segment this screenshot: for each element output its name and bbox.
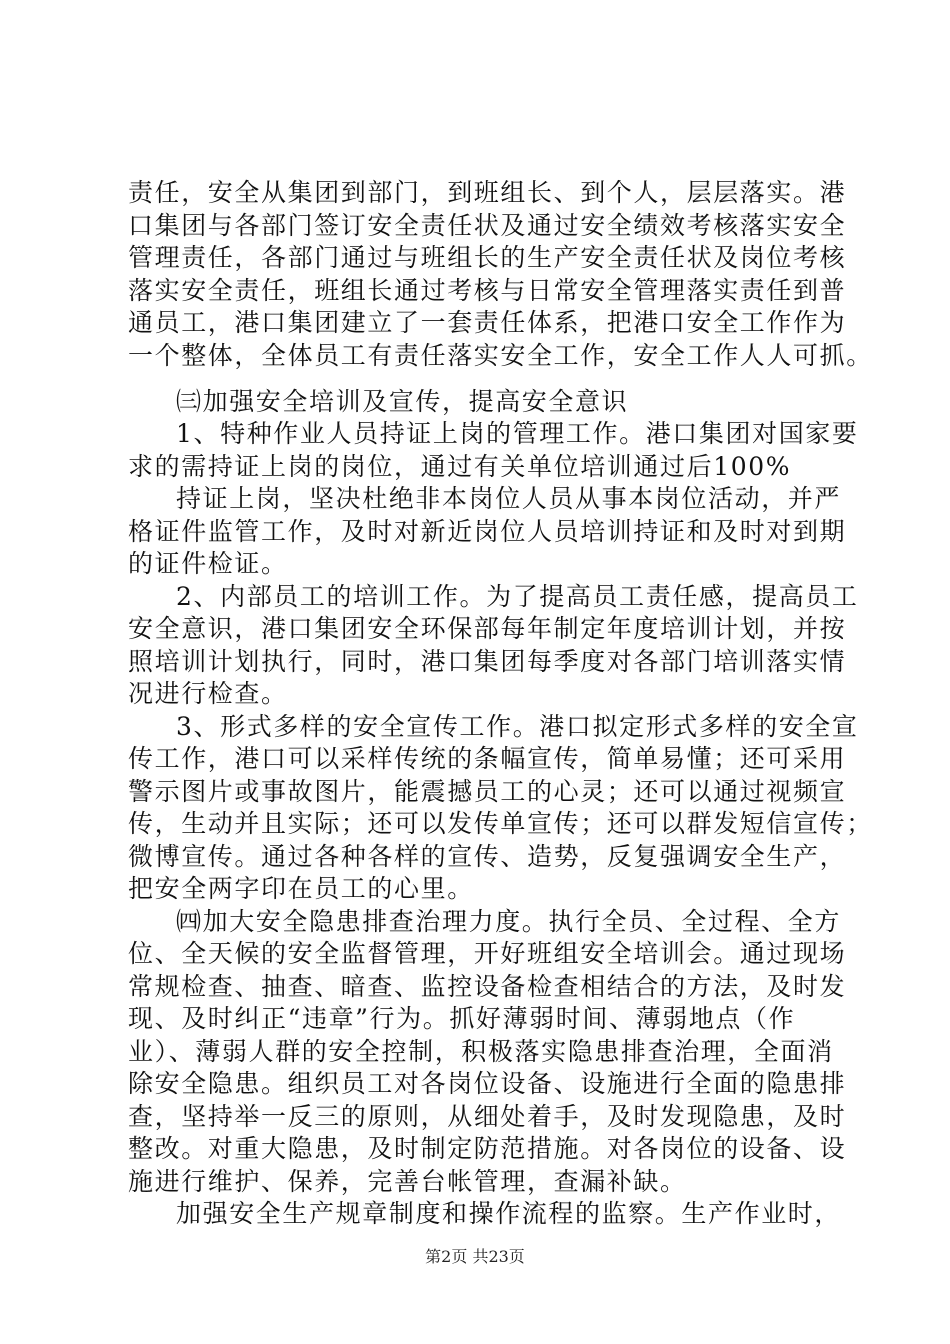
body-text-line: 现、及时纠正“违章”行为。抓好薄弱时间、薄弱地点（作 <box>128 1004 796 1033</box>
body-text-line: 格证件监管工作，及时对新近岗位人员培训持证和及时对到期 <box>128 517 847 546</box>
body-text-line: 的证件检证。 <box>128 549 288 578</box>
body-text-line: 位、全天候的安全监督管理，开好班组安全培训会。通过现场 <box>128 939 847 968</box>
body-text-line: 1、特种作业人员持证上岗的管理工作。港口集团对国家要 <box>176 419 859 448</box>
body-text-line: 落实安全责任，班组长通过考核与日常安全管理落实责任到普 <box>128 276 847 305</box>
body-text-line: 照培训计划执行，同时，港口集团每季度对各部门培训落实情 <box>128 647 847 676</box>
body-text-line: 3、形式多样的安全宣传工作。港口拟定形式多样的安全宣 <box>176 712 859 741</box>
body-text-line: 微博宣传。通过各种各样的宣传、造势，反复强调安全生产， <box>128 842 847 871</box>
section-heading: ㈣加大安全隐患排查治理力度。执行全员、全过程、全方 <box>176 907 842 936</box>
body-text-line: 安全意识，港口集团安全环保部每年制定年度培训计划，并按 <box>128 614 847 643</box>
section-heading: ㈢加强安全培训及宣传，提高安全意识 <box>176 387 629 416</box>
body-text-line: 口集团与各部门签订安全责任状及通过安全绩效考核落实安全 <box>128 211 847 240</box>
body-text-line: 责任，安全从集团到部门，到班组长、到个人，层层落实。港 <box>128 178 847 207</box>
body-text-line: 管理责任，各部门通过与班组长的生产安全责任状及岗位考核 <box>128 243 847 272</box>
body-text-line: 况进行检查。 <box>128 679 288 708</box>
body-text-line: 通员工，港口集团建立了一套责任体系，把港口安全工作作为 <box>128 308 847 337</box>
body-text-line: 传，生动并且实际；还可以发传单宣传；还可以群发短信宣传； <box>128 809 873 838</box>
body-text-line: 施进行维护、保养，完善台帐管理，查漏补缺。 <box>128 1167 687 1196</box>
body-text-line: 警示图片或事故图片，能震撼员工的心灵；还可以通过视频宣 <box>128 777 847 806</box>
body-text-line: 求的需持证上岗的岗位，通过有关单位培训通过后100% <box>128 452 792 481</box>
body-text-line: 查，坚持举一反三的原则，从细处着手，及时发现隐患，及时 <box>128 1102 847 1131</box>
body-text-line: 常规检查、抽查、暗查、监控设备检查相结合的方法，及时发 <box>128 972 847 1001</box>
body-text-line: 加强安全生产规章制度和操作流程的监察。生产作业时， <box>176 1199 842 1228</box>
page-footer: 第2页 共23页 <box>425 1247 525 1266</box>
body-text-line: 整改。对重大隐患，及时制定防范措施。对各岗位的设备、设 <box>128 1134 847 1163</box>
body-text-line: 2、内部员工的培训工作。为了提高员工责任感，提高员工 <box>176 582 859 611</box>
body-text-line: 持证上岗，坚决杜绝非本岗位人员从事本岗位活动，并严 <box>176 484 842 513</box>
body-text-line: 除安全隐患。组织员工对各岗位设备、设施进行全面的隐患排 <box>128 1069 847 1098</box>
body-text-line: 传工作，港口可以采样传统的条幅宣传，简单易懂；还可采用 <box>128 744 847 773</box>
body-text-line: 把安全两字印在员工的心里。 <box>128 874 474 903</box>
body-text-line: 一个整体，全体员工有责任落实安全工作，安全工作人人可抓。 <box>128 341 873 370</box>
body-text-line: 业）、薄弱人群的安全控制，积极落实隐患排查治理，全面消 <box>128 1037 834 1066</box>
